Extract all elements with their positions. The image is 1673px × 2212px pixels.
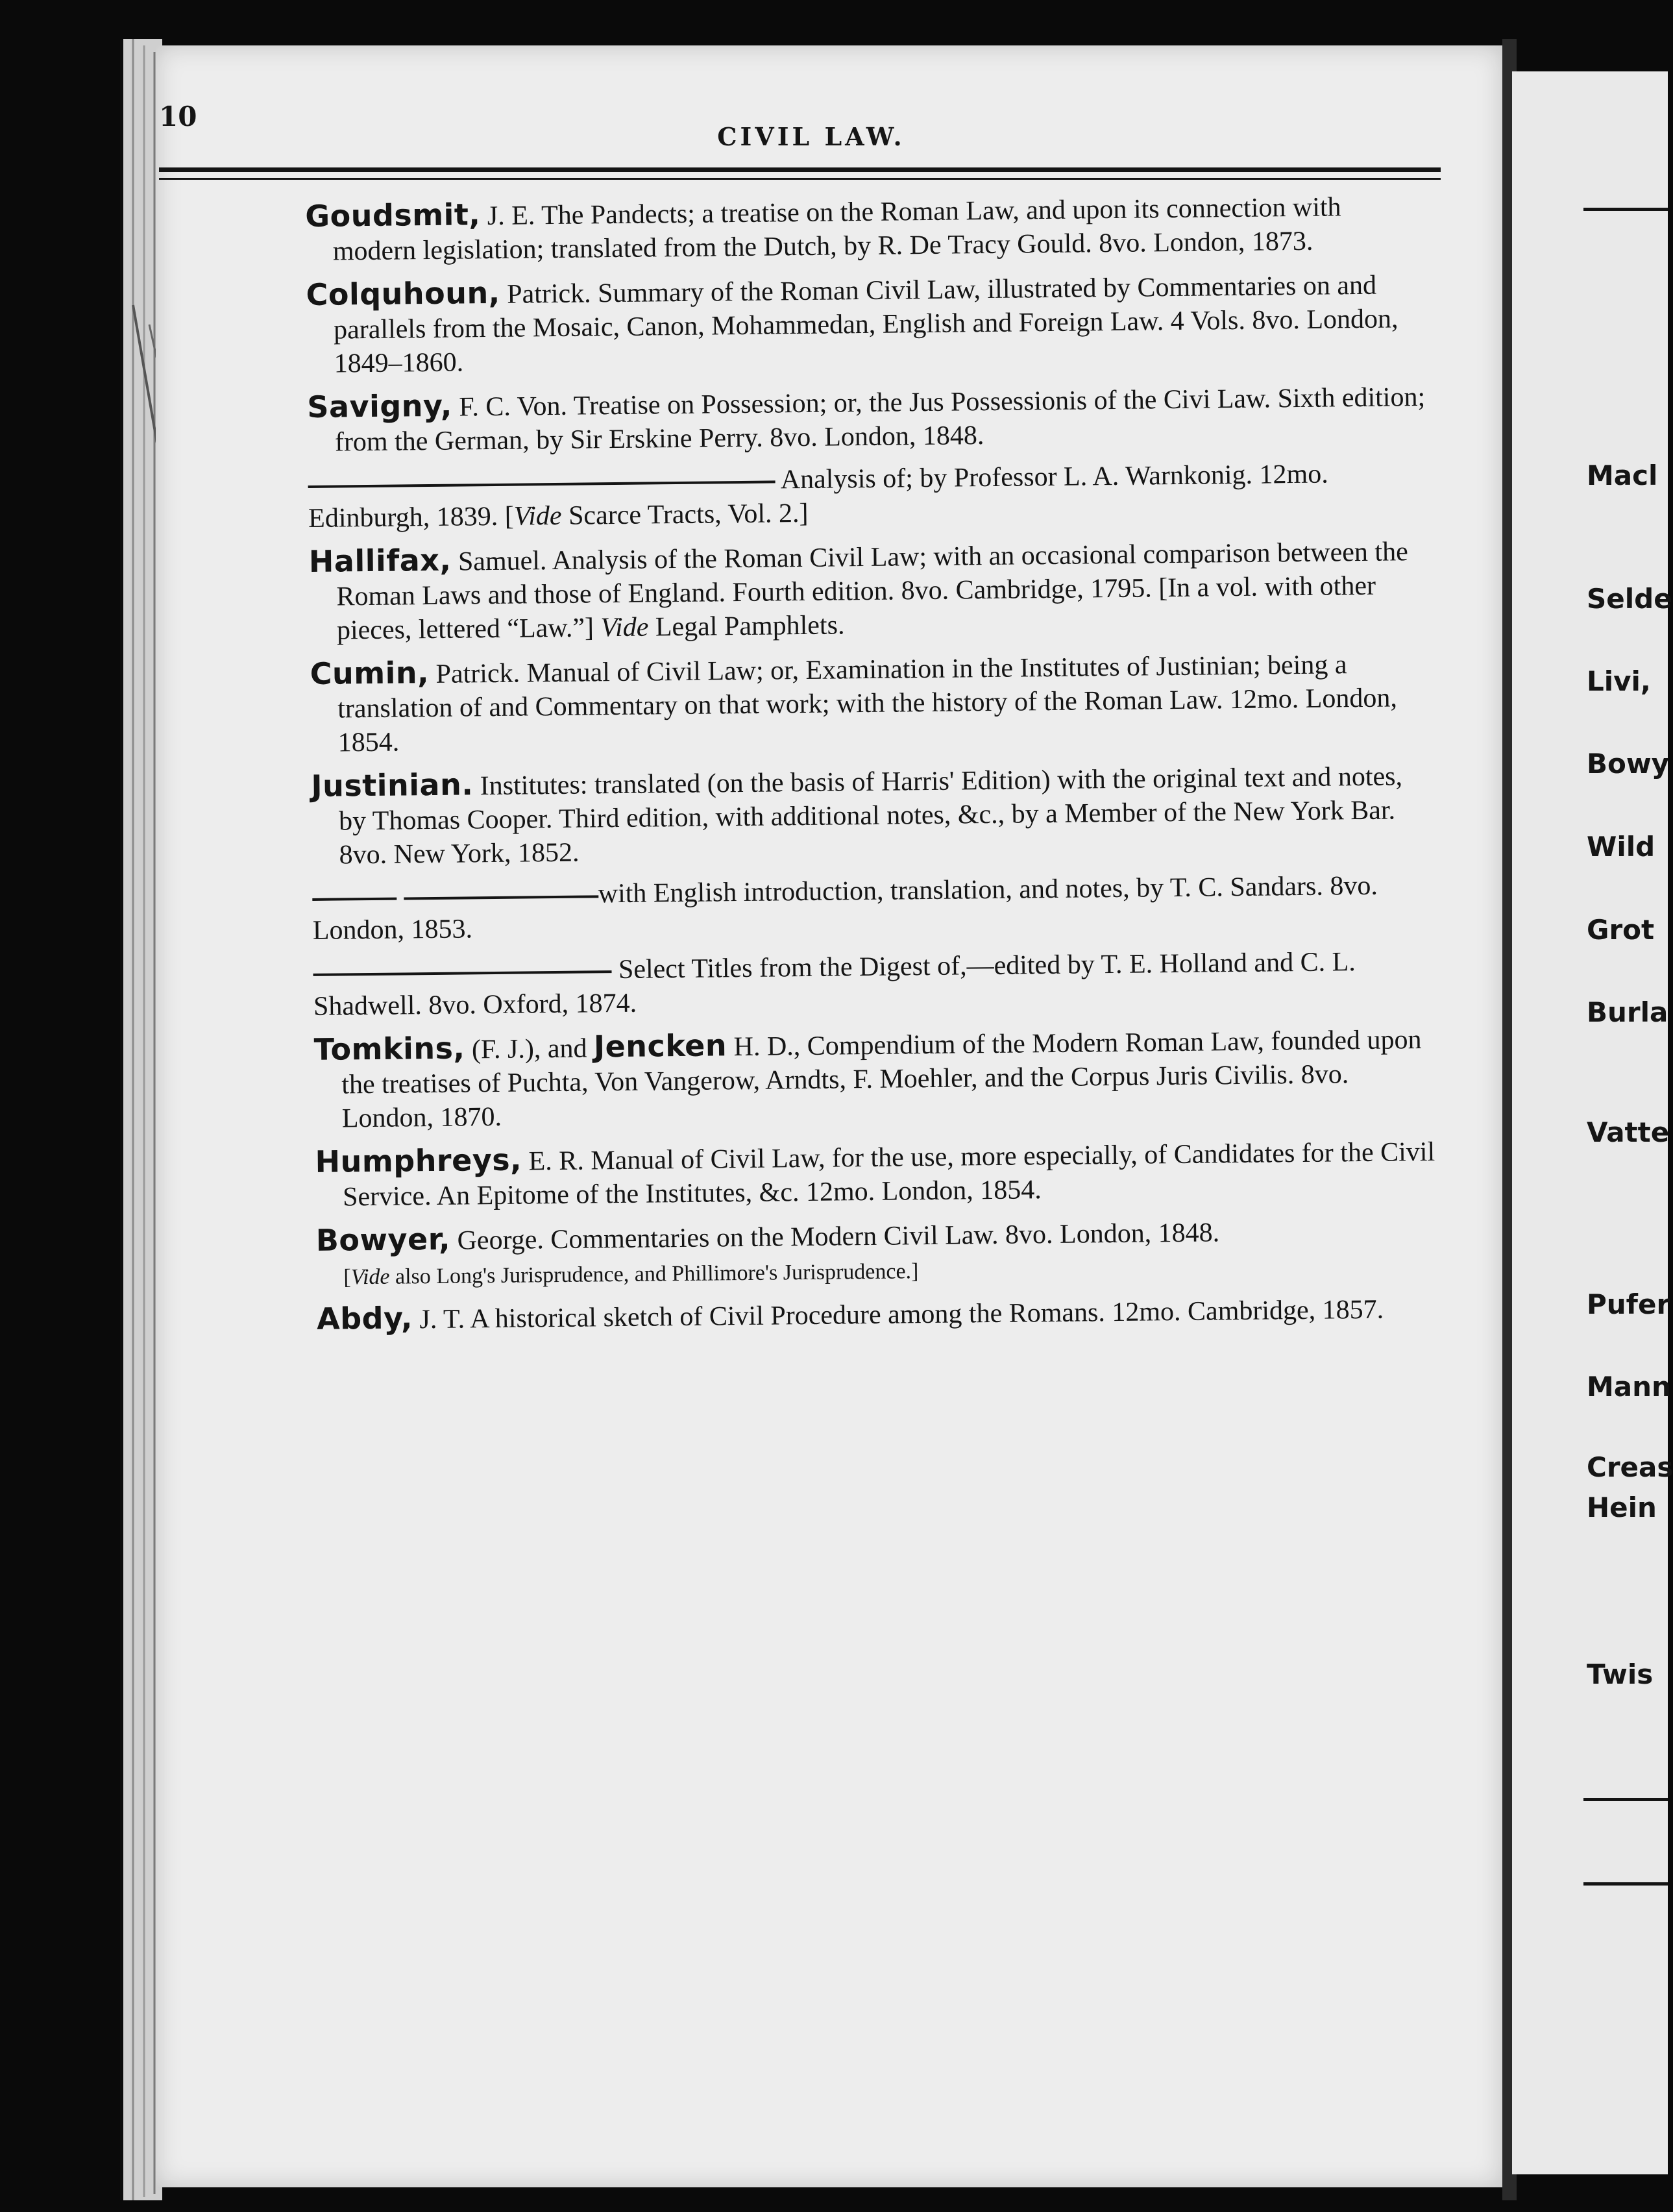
entry-text: H. D., Compendium of the Modern Roman Law, founded upon the treatises of Puchta, Von Vangerow, Arndts, F. Moehler, and the Corpus Juris Civilis. 8vo. London, 1870. — [341, 1024, 1422, 1134]
entry-text: with English introduction, translation, and notes, by T. C. Sandars. 8vo. London, 1853. — [312, 871, 1378, 946]
entry-text: Legal Pamphlets. — [648, 610, 845, 643]
entry-note — [343, 1259, 918, 1289]
header-rule-thin — [159, 178, 1441, 180]
entry-text: J. E. The Pandects; a treatise on the Roman Law, and upon its connection with modern legislation; translated from the Dutch, by R. De Tracy Gould. 8vo. London, 1873. — [332, 192, 1341, 267]
ditto-dash — [313, 970, 612, 976]
entry-author: Goudsmit, — [305, 197, 481, 234]
ditto-dash — [312, 897, 397, 900]
entry-author: Abdy, — [316, 1300, 413, 1337]
entry-author: Tomkins, — [313, 1030, 465, 1067]
entry-author: Bowyer, — [315, 1221, 451, 1259]
ditto-dash — [404, 895, 598, 900]
catalog-entries — [305, 186, 1439, 1346]
header-rule-thick — [159, 167, 1441, 172]
ditto-dash — [308, 480, 775, 488]
entry-hallifax — [309, 532, 1433, 648]
entry-text: (F. J.), and — [465, 1033, 594, 1065]
entry-text: Samuel. Analysis of the Roman Civil Law; with an occasional comparison between the Roman Laws and those of England. Fourth edition. 8vo. Cambridge, 1795. [In a vol. with other pieces, lettered “Law.”] — [336, 536, 1408, 646]
facing-rule — [1583, 208, 1668, 211]
entry-text: George. Commentaries on the Modern Civil Law. 8vo. London, 1848. — [450, 1218, 1220, 1256]
note-bracket: [ — [343, 1265, 351, 1290]
running-head: CIVIL LAW. — [717, 122, 905, 151]
facing-rule — [1583, 1882, 1668, 1886]
facing-word: Vatte — [1587, 1116, 1670, 1148]
entry-text: E. R. Manual of Civil Law, for the use, more especially, of Candidates for the Civil Service. An Epitome of the Institutes, &c. 12mo. London, 1854. — [342, 1137, 1435, 1212]
facing-word: Bowy — [1587, 748, 1670, 780]
entry-tomkins — [313, 1020, 1437, 1136]
entry-text: Analysis of; by Professor L. A. Warnkonig. 12mo. Edinburgh, 1839. [ — [308, 459, 1328, 534]
facing-word: Burla — [1587, 996, 1668, 1028]
entry-text: J. T. A historical sketch of Civil Procedure among the Romans. 12mo. Cambridge, 1857. — [412, 1294, 1384, 1335]
facing-word: Grot — [1587, 914, 1655, 946]
facing-word: Mann — [1587, 1371, 1671, 1403]
facing-word: Pufer — [1587, 1288, 1670, 1320]
entry-bowyer — [316, 1210, 1439, 1293]
entry-justinian-digest — [313, 944, 1436, 1023]
entry-text: Patrick. Summary of the Roman Civil Law, illustrated by Commentaries on and parallels from the Mosaic, Canon, Mohammedan, English and Foreign Law. 4 Vols. 8vo. London, 1849–1860. — [333, 270, 1398, 379]
entry-coauthor: Jencken — [593, 1027, 727, 1064]
entry-text: Patrick. Manual of Civil Law; or, Examination in the Institutes of Justinian; being a translation of and Commentary on that work; with the history of the Roman Law. 12mo. London, 1854. — [337, 650, 1398, 758]
facing-word: Wild — [1587, 831, 1655, 863]
facing-word: Livi, — [1587, 665, 1651, 697]
facing-word: Creas — [1587, 1451, 1673, 1483]
facing-word: Selde — [1587, 583, 1672, 615]
entry-text: Institutes: translated (on the basis of Harris' Edition) with the original text and notes, by Thomas Cooper. Third edition, with additional notes, &c., by a Member of the New York Bar. 8vo. New York, 1852. — [338, 761, 1403, 870]
facing-word: Twis — [1587, 1658, 1654, 1690]
entry-text: Select Titles from the Digest of,—edited by T. E. Holland and C. L. Shadwell. 8vo. Oxford, 1874. — [313, 946, 1356, 1022]
entry-justinian — [311, 756, 1435, 872]
entry-author: Justinian. — [311, 767, 474, 804]
entry-author: Cumin, — [310, 654, 430, 691]
page-number: 10 — [159, 101, 197, 132]
entry-abdy — [317, 1289, 1440, 1338]
vide-label: Vide — [600, 612, 649, 643]
entry-justinian-english — [312, 868, 1435, 948]
entry-author: Hallifax, — [308, 542, 452, 579]
note-text: also Long's Jurisprudence, and Phillimore's Jurisprudence.] — [389, 1259, 919, 1289]
entry-text: Scarce Tracts, Vol. 2.] — [561, 498, 809, 531]
entry-author: Colquhoun, — [306, 275, 500, 313]
entry-savigny-analysis — [308, 456, 1431, 535]
entry-cumin — [310, 644, 1434, 760]
entry-savigny — [307, 377, 1430, 460]
entry-author: Savigny, — [307, 388, 453, 425]
entry-humphreys — [315, 1132, 1438, 1214]
entry-author: Humphreys, — [315, 1142, 522, 1179]
vide-label: Vide — [350, 1264, 390, 1290]
facing-word: Hein — [1587, 1492, 1657, 1523]
entry-colquhoun — [306, 265, 1430, 381]
entry-goudsmit — [305, 186, 1428, 269]
vide-label: Vide — [513, 500, 562, 532]
facing-word: Macl — [1587, 460, 1658, 491]
entry-text: F. C. Von. Treatise on Possession; or, the Jus Possessionis of the Civi Law. Sixth edition; from the German, by Sir Erskine Perry. 8vo. London, 1848. — [334, 382, 1426, 458]
facing-rule — [1583, 1798, 1668, 1801]
